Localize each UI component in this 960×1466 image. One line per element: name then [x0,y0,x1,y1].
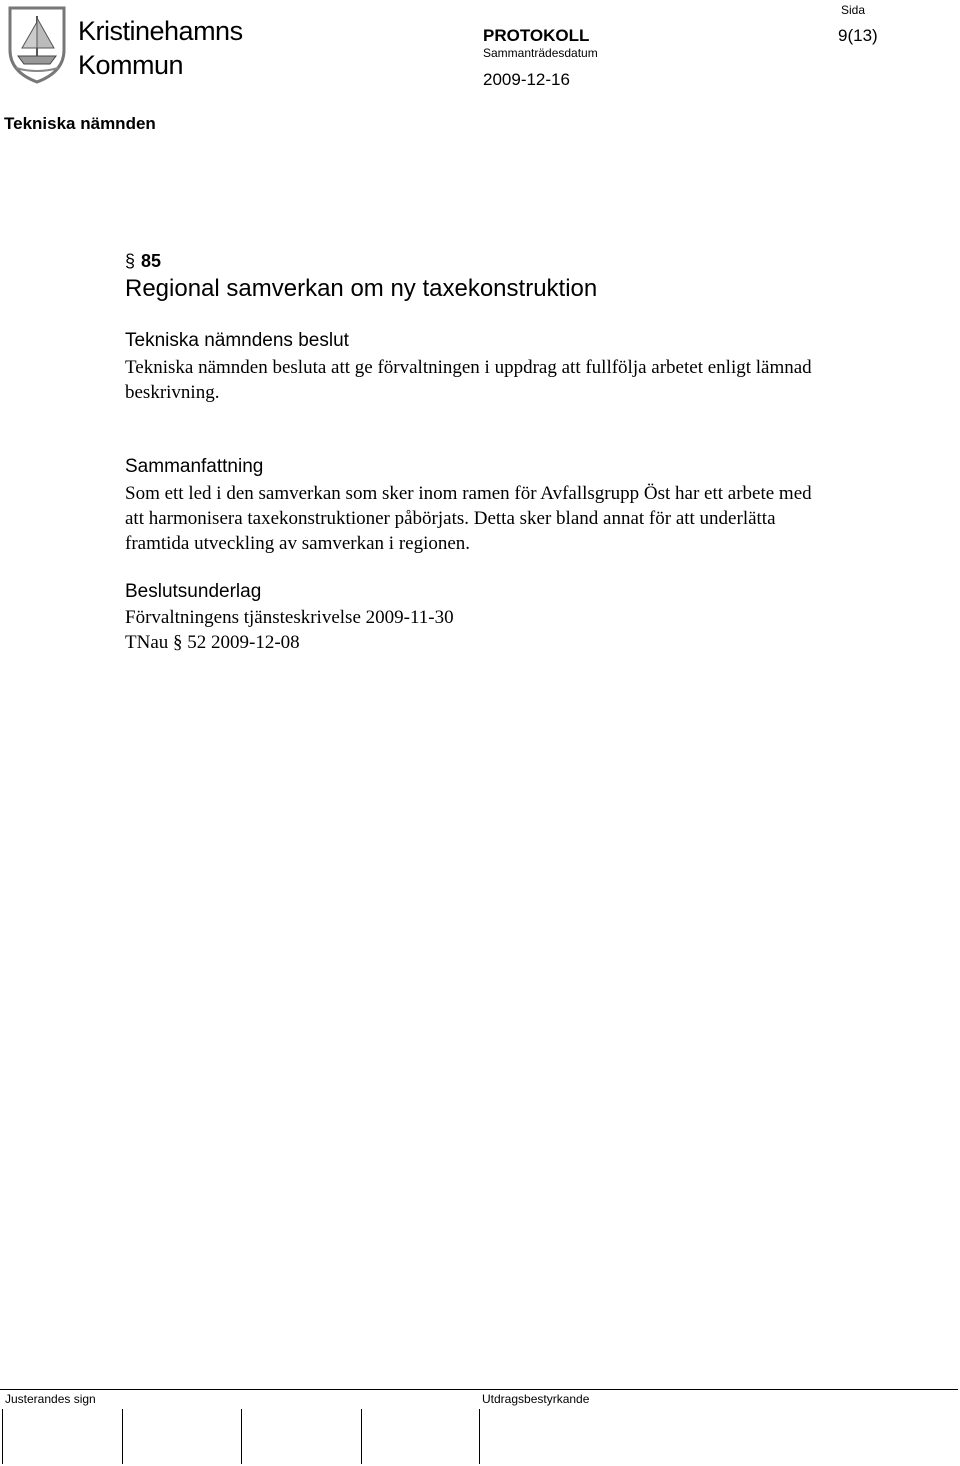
meeting-date-label: Sammanträdesdatum [483,46,598,60]
page-label: Sida [841,3,866,17]
paragraph-number [125,251,161,272]
paragraph-number-value: 85 [141,251,162,271]
logo-text-line2: Kommun [78,50,184,80]
logo-text-line1: Kristinehamns [78,16,243,46]
summary-text: Som ett led i den samverkan som sker inom ramen för Avfallsgrupp Öst har ett arbete med att harmonisera taxekonstruktioner påbörjats. Detta sker bland annat för att underlätta framtida utveckling av samverkan i regionen. [125,483,812,554]
municipality-logo [4,2,244,86]
footer-divider [0,1389,958,1390]
meeting-date: 2009-12-16 [483,70,570,89]
page-number: 9(13) [838,26,878,45]
paragraph-title: Regional samverkan om ny taxekonstruktion [125,275,598,302]
committee-name: Tekniska nämnden [4,114,156,133]
extract-certification-label: Utdragsbestyrkande [482,1392,590,1406]
basis-line2: TNau § 52 2009-12-08 [125,632,300,653]
basis-heading: Beslutsunderlag [125,581,262,602]
section-symbol: § [125,251,136,271]
municipal-crest-icon [6,4,68,84]
adjuster-sign-label: Justerandes sign [5,1392,96,1406]
summary-heading: Sammanfattning [125,456,264,477]
document-type: PROTOKOLL [483,26,590,45]
decision-text: Tekniska nämnden besluta att ge förvaltningen i uppdrag att fullfölja arbetet enligt lämnad beskrivning. [125,357,812,403]
signature-box-divider [241,1409,242,1464]
decision-heading: Tekniska nämndens beslut [125,330,349,351]
signature-box-divider [479,1409,480,1464]
signature-box-divider [361,1409,362,1464]
signature-box-divider [122,1409,123,1464]
basis-line1: Förvaltningens tjänsteskrivelse 2009-11-30 [125,607,454,628]
signature-box-divider [2,1409,3,1464]
